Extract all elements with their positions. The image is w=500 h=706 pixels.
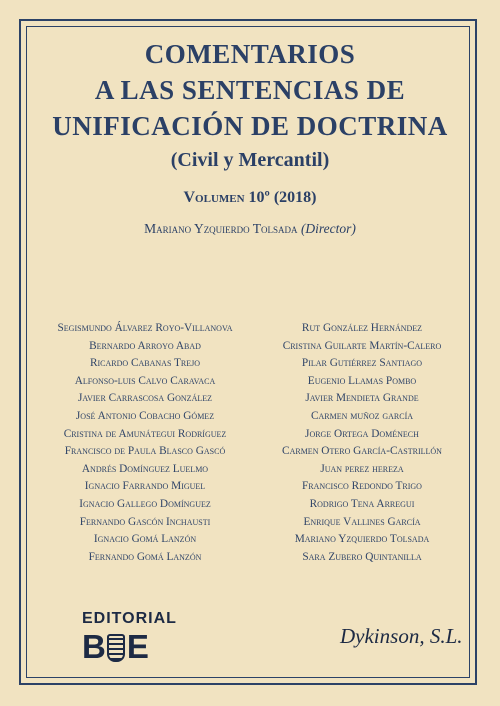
authors-left-column — [30, 320, 260, 566]
author-name: Pilar Gutiérrez Santiago — [301, 357, 423, 370]
boe-letter-e: E — [126, 628, 148, 665]
author-name: Alfonso-luis Calvo Caravaca — [74, 374, 216, 387]
author-name: Juan perez hereza — [320, 462, 404, 475]
director-role: (Director) — [300, 221, 356, 236]
publisher-dykinson-logo: Dykinson, S.L. — [340, 624, 463, 648]
author-name: Carmen muñoz garcía — [310, 409, 414, 422]
author-name: Cristina Guilarte Martín-Calero — [282, 339, 442, 352]
author-name: Javier Carrascosa González — [77, 392, 213, 405]
author-name: Sara Zubero Quintanilla — [302, 550, 422, 563]
subtitle: (Civil y Mercantil) — [170, 149, 330, 171]
author-name: Fernando Gomá Lanzón — [88, 550, 202, 563]
title-line-2: A LAS SENTENCIAS DE — [94, 75, 406, 105]
title-line-1: COMENTARIOS — [144, 39, 356, 69]
crest-icon — [107, 634, 125, 662]
author-name: Ignacio Gomá Lanzón — [93, 533, 197, 546]
author-name: Cristina de Amunátegui Rodríguez — [63, 427, 227, 440]
publisher-boe-logo — [82, 610, 182, 665]
author-name: Francisco de Paula Blasco Gascó — [64, 445, 226, 458]
author-name: Enrique Vallines García — [303, 515, 421, 528]
author-name: Carmen Otero García-Castrillón — [282, 445, 442, 458]
author-name: Andrés Domínguez Luelmo — [81, 462, 209, 475]
boe-letter-b: B — [82, 628, 105, 665]
author-name: Jorge Ortega Doménech — [305, 427, 419, 440]
author-name: Segismundo Álvarez Royo-Villanova — [57, 322, 233, 334]
volume-label: Volumen 10º (2018) — [183, 189, 317, 206]
author-name: Ignacio Farrando Miguel — [84, 480, 206, 493]
author-name: Ignacio Gallego Domínguez — [79, 497, 211, 510]
author-name: Mariano Yzquierdo Tolsada — [294, 533, 430, 546]
author-name: Francisco Redondo Trigo — [302, 480, 422, 493]
title-line-3: UNIFICACIÓN DE DOCTRINA — [52, 111, 448, 141]
author-name: Javier Mendieta Grande — [305, 392, 419, 405]
authors-right-column — [247, 320, 477, 566]
author-name: José Antonio Cobacho Gómez — [75, 409, 215, 422]
author-name: Rodrigo Tena Arregui — [309, 497, 415, 510]
author-name: Bernardo Arroyo Abad — [89, 339, 201, 352]
author-name: Rut González Hernández — [301, 322, 423, 334]
boe-logo — [82, 628, 182, 665]
director-name: Mariano Yzquierdo Tolsada — [144, 221, 298, 236]
author-name: Eugenio Llamas Pombo — [307, 374, 417, 387]
author-name: Fernando Gascón Inchausti — [79, 515, 211, 528]
publisher-boe-label: EDITORIAL — [82, 610, 177, 627]
director-line — [0, 221, 500, 237]
author-name: Ricardo Cabanas Trejo — [89, 357, 201, 370]
